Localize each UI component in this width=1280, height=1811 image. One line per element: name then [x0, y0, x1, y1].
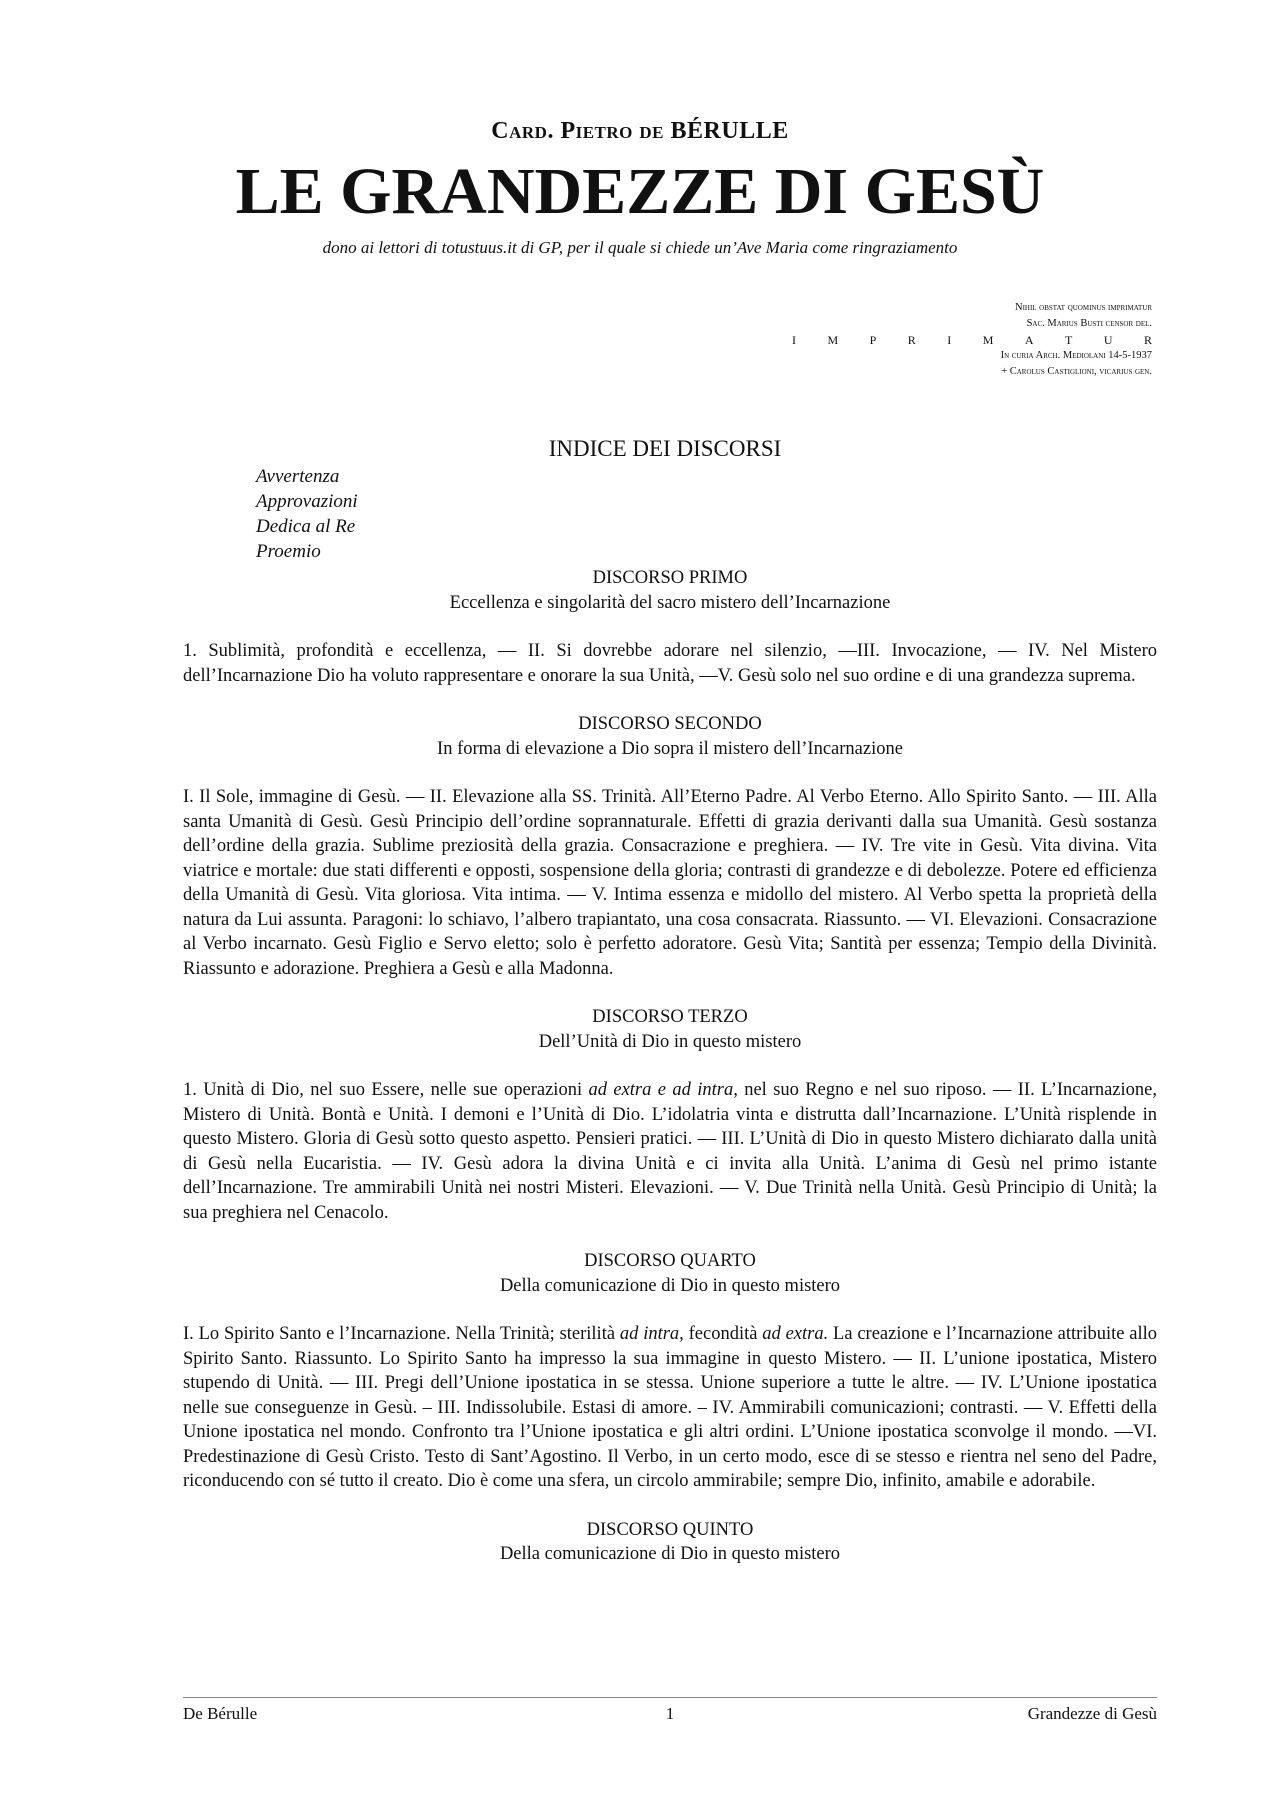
summary-text: La creazione e l’Incarnazione attribuite allo Spirito Santo. Riassunto. Lo Spirito Santo ha impresso la sua immagine in questo Mistero. — II. L’unione ipostatica, Mistero stupendo di Unità. — III. Pregi dell’Unione ipostatica in se stessa. Unione superiore a tutte le altre. — IV. L’Unione ipostatica nelle sue conseguenze in Gesù. – III. Indissolubile. Estasi di amore. – IV. Ammirabili comunicazioni; contrasti. — V. Effetti della Unione ipostatica nel mondo. Confronto tra l’Unione ipostatica e gli altri ordini. L’Unione ipostatica sconvolge il mondo. —VI. Predestinazione di Gesù Cristo. Testo di Sant’Agostino. Il Verbo, in un certo modo, esce di se stesso e rientra nel seno del Padre, riconducendo con sé tutto il creato. Dio è come una sfera, un circolo ammirabile; sempre Dio, infinito, amabile e adorabile.	[183, 1324, 1158, 1491]
discorso-quinto	[183, 1518, 1157, 1567]
imprimatur-word	[792, 332, 1152, 348]
page-footer	[183, 1704, 1157, 1724]
book-title: LE GRANDEZZE DI GESÙ	[235, 155, 1045, 228]
imprimatur-letter: M	[982, 333, 994, 347]
author-line	[0, 118, 1280, 145]
summary-text: fecondità	[683, 1324, 763, 1344]
footer-author: De Bérulle	[183, 1704, 258, 1723]
summary-text: nel suo Regno e nel suo riposo. — II. L’Incarnazione, Mistero di Unità. Bontà e Unità. I demoni e l’Unità di Dio. L’idolatria vinta e distrutta dall’Incarnazione. L’Unità risplende in questo Mistero. Gloria di Gesù sotto questo aspetto. Pensieri pratici. — III. L’Unità di Dio in questo Mistero dichiarato dalla unità di Gesù nella Eucaristia. — IV. Gesù adora la divina Unità e ci invita alla Unità. L’anima di Gesù nel primo istante dell’Incarnazione. Tre ammirabili Unità nei nostri Misteri. Elevazioni. — V. Due Trinità nella Unità. Gesù Principio di Unità; la sua preghiera nel Cenacolo.	[183, 1080, 1157, 1223]
book-subtitle: dono ai lettori di totustuus.it di GP, per il quale si chiede un’Ave Maria come ringraziamento	[322, 238, 958, 257]
page-number: 1	[665, 1704, 675, 1723]
discorso-summary: 1. Sublimità, profondità e eccellenza, — II. Si dovrebbe adorare nel silenzio, —III. Invocazione, — IV. Nel Mistero dell’Incarnazione Dio ha voluto rappresentare e onorare la sua Unità, —V. Gesù solo nel suo ordine e di una grandezza suprema.	[183, 641, 1157, 686]
imprimatur-letter: R	[1143, 333, 1152, 347]
summary-italic: ad intra,	[619, 1324, 684, 1344]
discorso-title: Della comunicazione di Dio in questo mistero	[499, 1544, 841, 1564]
discorso-secondo	[183, 712, 1157, 981]
intro-item-avvertenza: Avvertenza	[256, 466, 340, 487]
imprimatur-letter: I	[792, 333, 796, 347]
index-title: INDICE DEI DISCORSI	[548, 436, 782, 461]
discorso-title: Eccellenza e singolarità del sacro mistero dell’Incarnazione	[449, 592, 891, 613]
censor-line: Sac. Marius Busti censor del.	[1026, 318, 1152, 329]
discourse-index	[183, 566, 1157, 1567]
imprimatur-block	[792, 300, 1152, 380]
discorso-heading: DISCORSO PRIMO	[592, 568, 748, 588]
discorso-primo	[183, 566, 1157, 688]
intro-item-approvazioni: Approvazioni	[256, 491, 358, 512]
discorso-terzo	[183, 1005, 1157, 1225]
summary-text: 1. Unità di Dio, nel suo Essere, nelle sue operazioni	[183, 1080, 589, 1100]
discorso-heading: DISCORSO QUARTO	[584, 1251, 756, 1271]
imprimatur-letter: R	[907, 333, 916, 347]
imprimatur-letter: T	[1065, 333, 1073, 347]
discorso-title: Dell’Unità di Dio in questo mistero	[538, 1031, 802, 1052]
vicar-line: + Carolus Castiglioni, vicarius gen.	[1001, 366, 1152, 377]
discorso-quarto	[183, 1249, 1157, 1494]
discorso-heading: DISCORSO TERZO	[592, 1007, 748, 1027]
imprimatur-letter: P	[869, 333, 877, 347]
summary-italic: ad extra e ad intra,	[588, 1080, 738, 1100]
summary-text: I. Lo Spirito Santo e l’Incarnazione. Nella Trinità; sterilità	[183, 1324, 620, 1344]
nihil-obstat-line: Nihil obstat quominus imprimatur	[1014, 302, 1152, 313]
imprimatur-letter: M	[827, 333, 839, 347]
author-name: BÉRULLE	[670, 118, 789, 144]
footer-divider	[183, 1697, 1157, 1698]
discorso-summary	[183, 1078, 1157, 1225]
imprimatur-letter: I	[947, 333, 952, 347]
footer-title: Grandezze di Gesù	[1027, 1704, 1158, 1723]
summary-italic: ad extra.	[762, 1324, 829, 1344]
imprimatur-letter: U	[1103, 333, 1113, 347]
discorso-heading: DISCORSO SECONDO	[578, 714, 762, 734]
author-prefix: Card. Pietro de	[491, 118, 665, 144]
intro-list	[256, 464, 358, 564]
intro-item-proemio: Proemio	[256, 541, 321, 562]
discorso-summary	[183, 1322, 1157, 1494]
intro-item-dedica: Dedica al Re	[256, 516, 356, 537]
discorso-heading: DISCORSO QUINTO	[586, 1519, 754, 1540]
curia-line: In curia Arch. Mediolani 14-5-1937	[1000, 350, 1152, 361]
discorso-summary: I. Il Sole, immagine di Gesù. — II. Elevazione alla SS. Trinità. All’Eterno Padre. Al Verbo Eterno. Allo Spirito Santo. — III. Alla santa Umanità di Gesù. Gesù Principio dell’ordine soprannaturale. Effetti di grazia derivanti dalla sua Umanità. Gesù sostanza dell’ordine della grazia. Sublime preziosità della grazia. Consacrazione e preghiera. — IV. Tre vite in Gesù. Vita divina. Vita viatrice e mortale: due stati differenti e opposti, sospensione della gloria; contrasti di grandezze e di debolezze. Potere ed efficienza della Umanità di Gesù. Vita gloriosa. Vita intima. — V. Intima essenza e midollo del mistero. Al Verbo spetta la proprietà della natura da Lui assunta. Paragoni: lo schiavo, l’albero trapiantato, una cosa consacrata. Riassunto. — VI. Elevazioni. Consacrazione al Verbo incarnato. Gesù Figlio e Servo eletto; solo è perfetto adoratore. Gesù Vita; Santità per essenza; Tempio della Divinità. Riassunto e adorazione. Preghiera a Gesù e alla Madonna.	[183, 787, 1157, 979]
imprimatur-letter: A	[1024, 333, 1034, 347]
discorso-title: In forma di elevazione a Dio sopra il mistero dell’Incarnazione	[437, 738, 903, 759]
discorso-title: Della comunicazione di Dio in questo mistero	[499, 1275, 841, 1296]
